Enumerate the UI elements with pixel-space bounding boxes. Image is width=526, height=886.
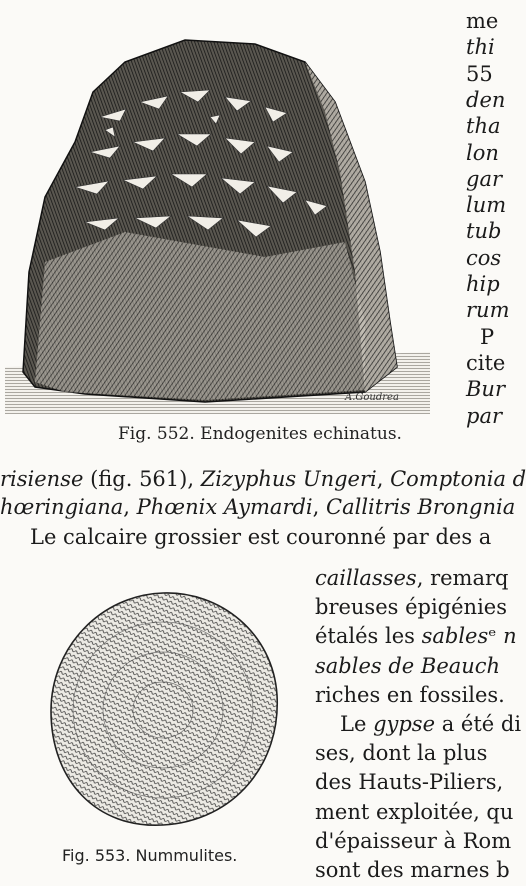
right-margin-line: den — [466, 87, 506, 112]
engraver-signature: A.Goudrea — [345, 392, 399, 403]
text-run: ment exploitée, qu — [315, 799, 514, 824]
taxon-name: Zizyphus Ungeri — [200, 467, 377, 491]
figure-552-caption: Fig. 552. Endogenites echinatus. — [118, 424, 402, 444]
text-run: , — [312, 495, 327, 519]
taxon-name: risiense — [0, 467, 84, 491]
figure-552-engraving — [5, 22, 430, 417]
text-run: étalés les — [315, 624, 422, 649]
text-run: sont des marnes b — [315, 858, 510, 882]
right-column-line — [315, 857, 510, 883]
text-run: caillasses — [315, 566, 417, 590]
right-column-line — [340, 711, 521, 737]
right-margin-line: thi — [466, 35, 495, 60]
text-run: riches en fossiles. — [315, 682, 505, 707]
text-run: sables — [421, 624, 489, 649]
right-margin-line: tub — [466, 219, 502, 244]
text-run: n — [503, 624, 517, 649]
right-margin-line: cite — [466, 350, 506, 375]
right-margin-line: P — [480, 324, 495, 349]
text-line-3: Le calcaire grossier est couronné par des a — [30, 525, 492, 549]
text-run: des Hauts-Piliers, — [315, 770, 504, 795]
text-run: a été di — [435, 712, 522, 736]
right-margin-line: gar — [466, 166, 503, 191]
right-column-line — [315, 565, 508, 591]
right-margin-line: me — [466, 9, 499, 33]
right-column-line — [315, 769, 503, 795]
right-margin-line: par — [466, 403, 503, 428]
right-column-line — [315, 828, 511, 854]
right-margin-line: 55 — [466, 61, 493, 86]
right-column-line — [315, 799, 513, 825]
right-margin-line: lum — [466, 193, 507, 218]
figure-553-caption: Fig. 553. Nummulites. — [62, 846, 238, 865]
right-margin-line: hip — [466, 272, 500, 296]
taxon-name: Phœnix Aymardi — [136, 495, 313, 519]
text-run: gypse — [373, 712, 436, 736]
right-column-line — [315, 653, 500, 679]
taxon-name: Comptonia d — [390, 467, 526, 491]
right-column-line — [315, 594, 507, 620]
figure-553-engraving — [45, 585, 285, 835]
text-run: d'épaisseur à Rom — [315, 828, 512, 853]
taxon-name: hœringiana — [0, 495, 124, 519]
right-column-line — [315, 682, 505, 708]
text-run: , — [123, 495, 137, 519]
text-run: , — [376, 467, 391, 491]
taxon-name: Callitris Brongnia — [326, 495, 516, 519]
text-run: breuses épigénies — [315, 595, 507, 620]
text-run: (fig. 561), — [83, 467, 201, 491]
text-run: , remarq — [416, 566, 509, 590]
right-margin-line: cos — [466, 245, 502, 270]
right-margin-line: lon — [466, 140, 499, 165]
right-margin-line: Bur — [466, 377, 505, 402]
text-run: ᵉ — [488, 624, 504, 649]
right-column-line — [315, 623, 517, 649]
text-line-2 — [0, 494, 515, 520]
right-margin-line: tha — [466, 114, 501, 139]
text-run: Le — [340, 712, 374, 736]
text-line-1 — [0, 466, 526, 492]
text-run: sables de Beauch — [315, 653, 501, 678]
right-margin-line: rum — [466, 298, 510, 323]
text-run: ses, dont la plus — [315, 741, 488, 766]
right-column-line — [315, 740, 487, 766]
